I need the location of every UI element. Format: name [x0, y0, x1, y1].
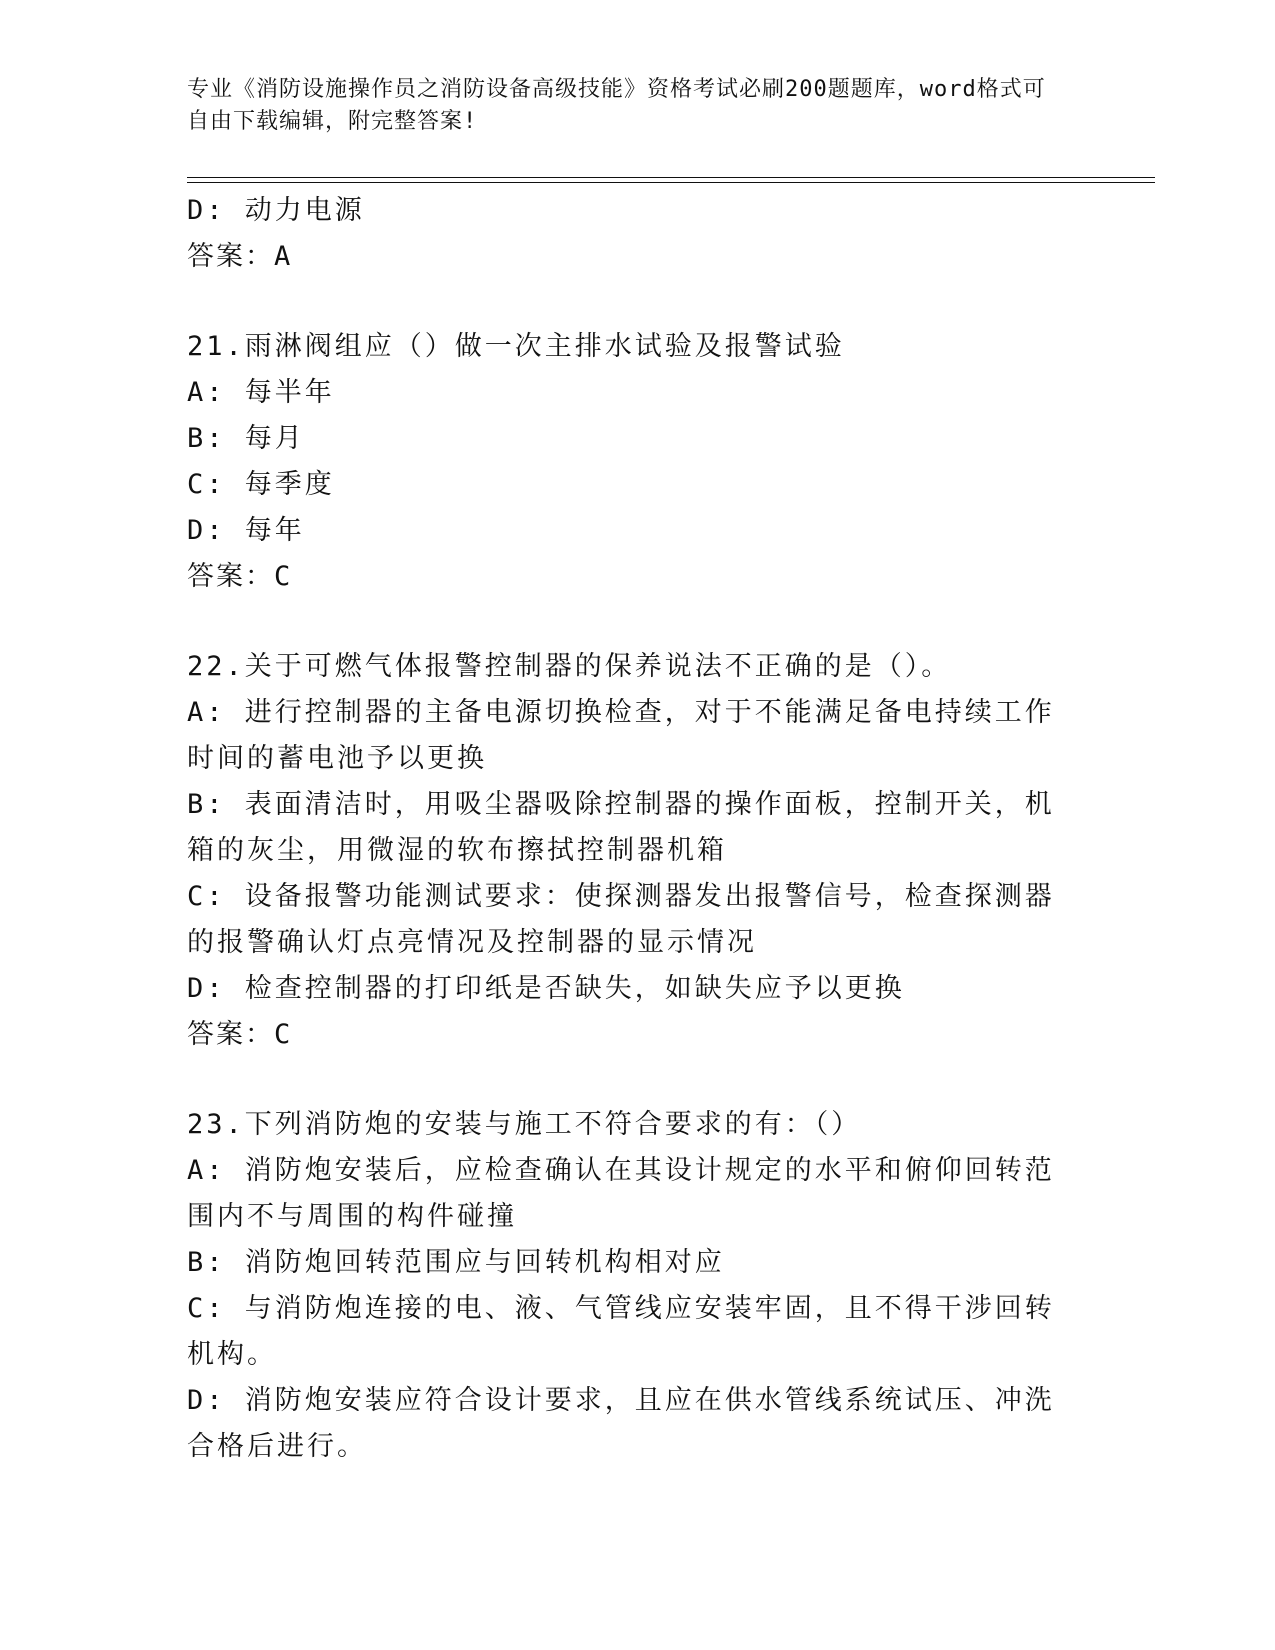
question-23: [187, 1102, 1087, 1470]
option-d: D: 消防炮安装应符合设计要求，且应在供水管线系统试压、冲洗合格后进行。: [187, 1385, 1055, 1462]
option-b: B: 每月: [187, 423, 305, 454]
header-divider-bottom: [187, 182, 1155, 183]
option-c: C: 设备报警功能测试要求：使探测器发出报警信号，检查探测器的报警确认灯点亮情况及控制器的显示情况: [187, 881, 1055, 958]
question-stem: 21.雨淋阀组应（）做一次主排水试验及报警试验: [187, 331, 845, 362]
answer: 答案：C: [187, 561, 293, 592]
option-d: D: 检查控制器的打印纸是否缺失，如缺失应予以更换: [187, 973, 905, 1004]
option-a: A: 消防炮安装后，应检查确认在其设计规定的水平和俯仰回转范围内不与周围的构件碰撞: [187, 1155, 1055, 1232]
option-a: A: 每半年: [187, 377, 335, 408]
document-header: 专业《消防设施操作员之消防设备高级技能》资格考试必刷200题题库，word格式可自由下载编辑，附完整答案!: [187, 77, 1046, 134]
header-divider-top: [187, 177, 1155, 178]
question-stem: 23.下列消防炮的安装与施工不符合要求的有：（）: [187, 1109, 862, 1140]
option-c: C: 每季度: [187, 469, 335, 500]
question-stem: 22.关于可燃气体报警控制器的保养说法不正确的是（）。: [187, 651, 952, 682]
question-21: [187, 324, 1087, 600]
prev-answer: 答案：A: [187, 241, 293, 272]
prev-option-d: D: 动力电源: [187, 195, 365, 226]
option-d: D: 每年: [187, 515, 305, 546]
option-b: B: 表面清洁时，用吸尘器吸除控制器的操作面板，控制开关，机箱的灰尘，用微湿的软布擦拭控制器机箱: [187, 789, 1055, 866]
option-a: A: 进行控制器的主备电源切换检查，对于不能满足备电持续工作时间的蓄电池予以更换: [187, 697, 1055, 774]
option-c: C: 与消防炮连接的电、液、气管线应安装牢固，且不得干涉回转机构。: [187, 1293, 1055, 1370]
answer: 答案：C: [187, 1019, 293, 1050]
question-22: [187, 644, 1087, 1058]
option-b: B: 消防炮回转范围应与回转机构相对应: [187, 1247, 725, 1278]
question-list: [187, 188, 1087, 1470]
